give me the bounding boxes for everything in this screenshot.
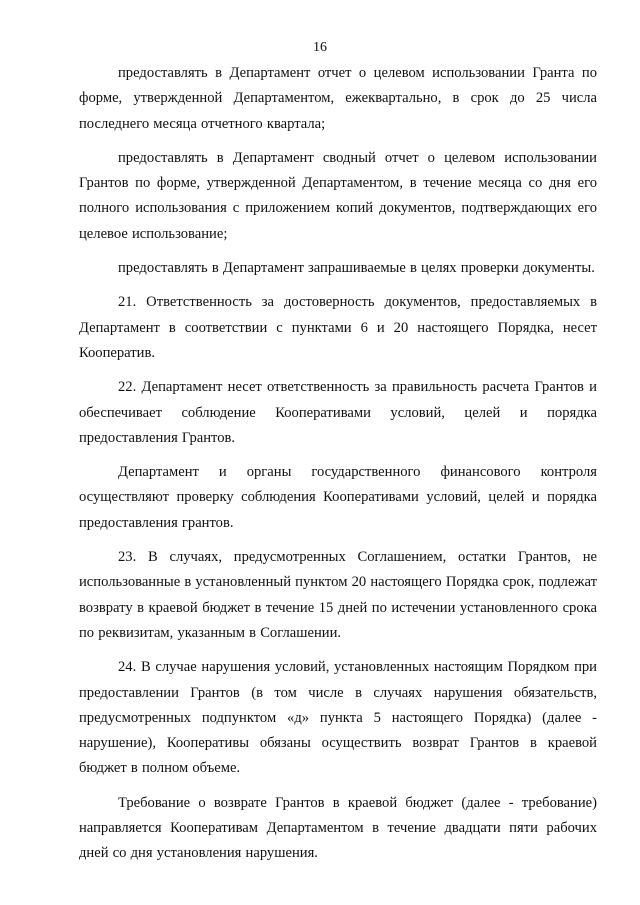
paragraph-financial-control: Департамент и органы государственного финансового контроля осуществляют проверку соблюдения Кооперативами условий, целей и порядка предоставления грантов. bbox=[79, 464, 597, 531]
paragraph-requested-documents: предоставлять в Департамент запрашиваемые в целях проверки документы. bbox=[118, 260, 595, 277]
paragraph-clause-21: 21. Ответственность за достоверность документов, предоставляемых в Департамент в соответствии с пунктами 6 и 20 настоящего Порядка, несет Кооператив. bbox=[79, 294, 597, 361]
paragraph-clause-23: 23. В случаях, предусмотренных Соглашением, остатки Грантов, не использованные в установленный пунктом 20 настоящего Порядка срок, подлежат возврату в краевой бюджет в течение 15 дней по истечении установленного срока по реквизитам, указанным в Соглашении. bbox=[79, 549, 597, 641]
paragraph-clause-24: 24. В случае нарушения условий, установленных настоящим Порядком при предоставлении Грантов (в том числе в случаях нарушения обязательств, предусмотренных подпунктом «д» пункта 5 настоящего Порядка) (далее - нарушение), Кооперативы обязаны осуществить возврат Грантов в краевой бюджет в полном объеме. bbox=[79, 659, 597, 777]
paragraph-report-summary: предоставлять в Департамент сводный отчет о целевом использовании Грантов по форме, утвержденной Департаментом, в течение месяца со дня его полного использования с приложением копий документов, подтверждающих его целевое использование; bbox=[79, 149, 597, 242]
paragraph-return-requirement: Требование о возврате Грантов в краевой бюджет (далее - требование) направляется Кооперативам Департаментом в течение двадцати пяти рабочих дней со дня установления нарушения. bbox=[79, 794, 597, 862]
document-body bbox=[79, 61, 597, 876]
paragraph-report-quarterly: предоставлять в Департамент отчет о целевом использовании Гранта по форме, утвержденной Департаментом, ежеквартально, в срок до 25 числа последнего месяца отчетного квартала; bbox=[79, 65, 597, 132]
paragraph-clause-22: 22. Департамент несет ответственность за правильность расчета Грантов и обеспечивает соблюдение Кооперативами условий, целей и порядка предоставления Грантов. bbox=[79, 379, 597, 446]
page-number: 16 bbox=[313, 40, 327, 55]
